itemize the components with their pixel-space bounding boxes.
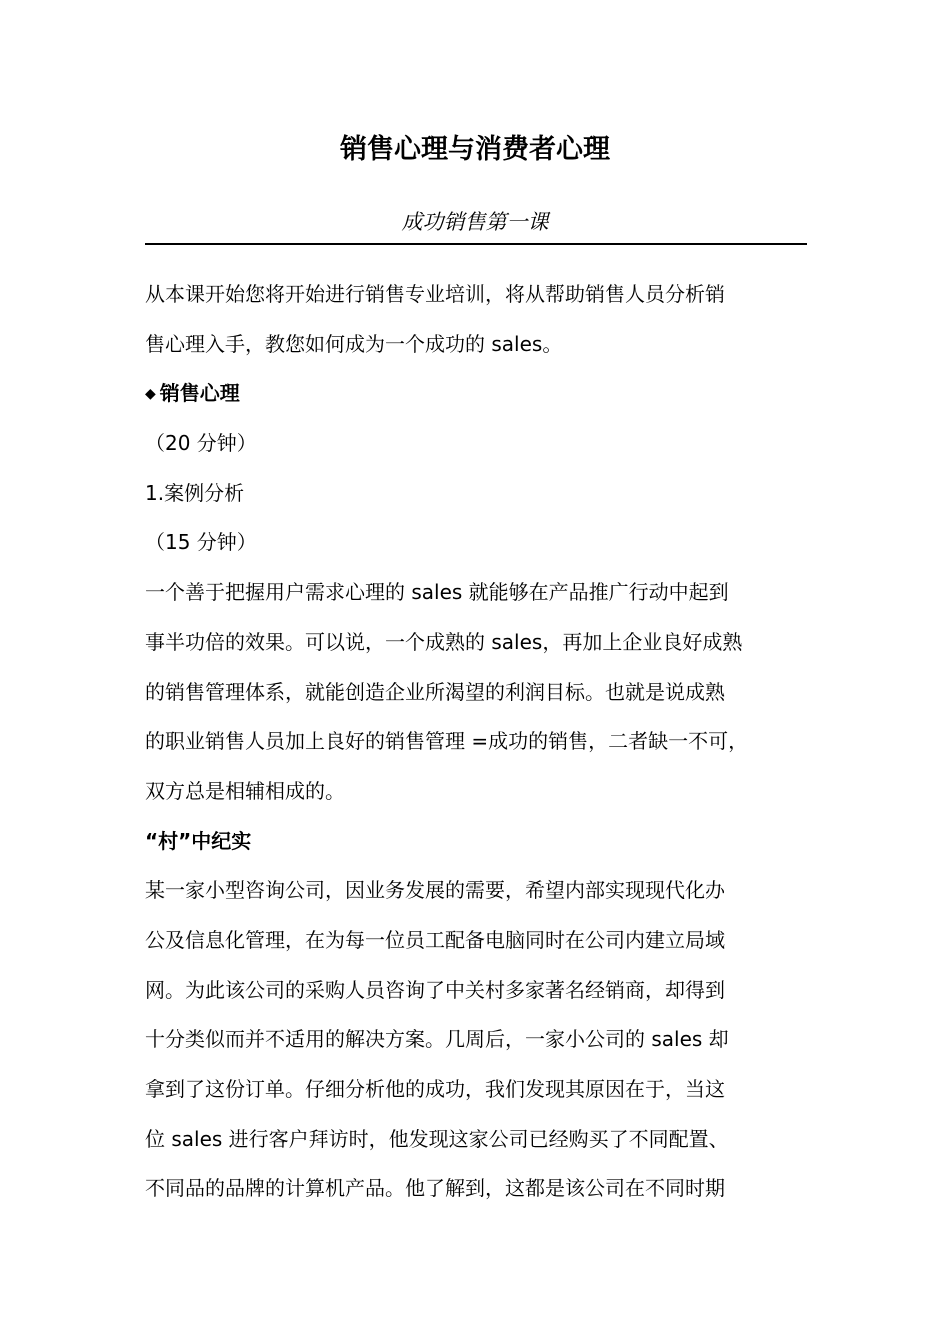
section-heading [145,369,810,419]
case-line-2: 公及信息化管理，在为每一位员工配备电脑同时在公司内建立局域 [145,927,725,952]
document-title: 销售心理与消费者心理 [340,134,610,165]
case-line-5: 拿到了这份订单。仔细分析他的成功，我们发现其原因在于，当这 [145,1077,725,1101]
case-line-7: 不同品的品牌的计算机产品。他了解到，这都是该公司在不同时期 [145,1176,725,1201]
intro-line-2: 售心理入手，教您如何成为一个成功的 sales。 [145,331,563,356]
paragraph-line-1: 一个善于把握用户需求心理的 sales 就能够在产品推广行动中起到 [145,580,729,605]
paragraph-line-2: 事半功倍的效果。可以说，一个成熟的 sales，再加上企业良好成熟 [145,629,743,654]
document-subtitle: 成功销售第一课 [401,210,549,234]
paragraph-line-5: 双方总是相辅相成的。 [145,778,345,803]
case-line-6: 位 sales 进行客户拜访时，他发现这家公司已经购买了不同配置、 [145,1126,729,1151]
header-rule [145,243,807,245]
case-line-3: 网。为此该公司的采购人员咨询了中关村多家著名经销商，却得到 [145,977,725,1002]
duration-line-2: （15 分钟） [145,530,257,555]
paragraph-line-3: 的销售管理体系，就能创造企业所渴望的利润目标。也就是说成熟 [145,679,725,704]
duration-line-1: （20 分钟） [145,431,257,456]
case-line-1: 某一家小型咨询公司，因业务发展的需要，希望内部实现现代化办 [145,878,725,903]
paragraph-line-4: 的职业销售人员加上良好的销售管理 =成功的销售，二者缺一不可， [145,729,749,754]
subsection-heading: 1.案例分析 [145,480,245,505]
intro-line-1: 从本课开始您将开始进行销售专业培训，将从帮助销售人员分析销 [145,282,725,306]
section-heading-text: 销售心理 [159,381,240,406]
case-heading: “村”中纪实 [145,828,252,853]
diamond-bullet-icon: ◆ [145,386,156,403]
case-line-4: 十分类似而并不适用的解决方案。几周后，一家小公司的 sales 却 [145,1027,729,1052]
document-body [145,270,810,1214]
